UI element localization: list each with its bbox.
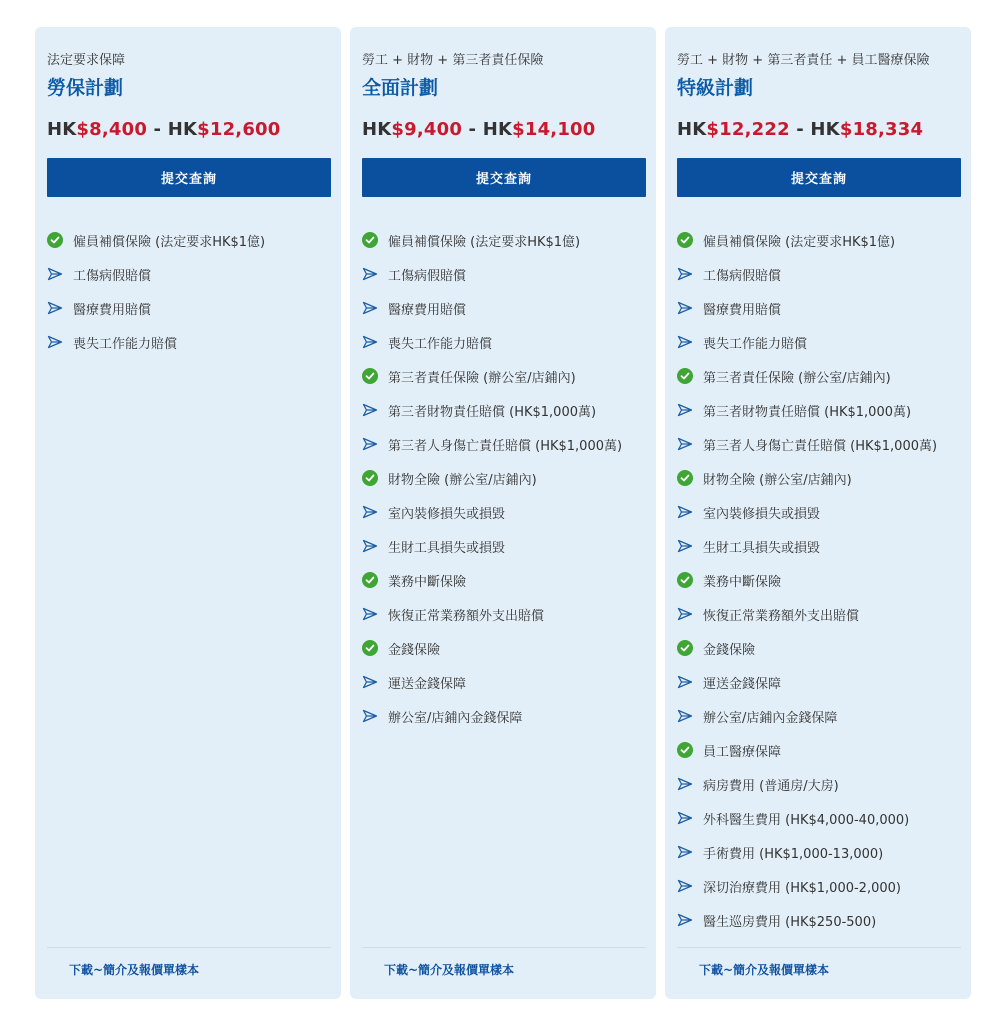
feature-text: 室內裝修損失或損毀 [388, 506, 506, 522]
feature-item [362, 461, 656, 495]
feature-text: 第三者人身傷亡責任賠償 (HK$1,000萬) [388, 438, 623, 454]
feature-item [677, 223, 971, 257]
check-circle-icon [362, 640, 378, 656]
arrow-icon [362, 334, 378, 350]
feature-item [362, 393, 656, 427]
price-from: $12,222 [706, 119, 790, 140]
feature-text: 工傷病假賠償 [73, 268, 152, 284]
plan-price [362, 119, 596, 140]
plan-subtitle: 勞工 + 財物 + 第三者責任 + 員工醫療保險 [677, 53, 930, 68]
feature-item [677, 563, 971, 597]
feature-item [362, 325, 656, 359]
feature-item [677, 903, 971, 937]
check-circle-icon [677, 470, 693, 486]
price-from: $9,400 [391, 119, 463, 140]
plan-subtitle: 法定要求保障 [47, 53, 126, 68]
plan-name: 全面計劃 [362, 77, 439, 99]
arrow-icon [362, 674, 378, 690]
check-circle-icon [677, 232, 693, 248]
feature-item [677, 597, 971, 631]
price-currency: HK [167, 119, 198, 140]
feature-text: 工傷病假賠償 [388, 268, 467, 284]
feature-item [362, 529, 656, 563]
feature-item [677, 427, 971, 461]
check-circle-icon [362, 572, 378, 588]
feature-text: 運送金錢保障 [388, 676, 467, 692]
feature-text: 第三者責任保險 (辦公室/店鋪內) [388, 370, 576, 386]
feature-text: 財物全險 (辦公室/店鋪內) [388, 472, 537, 488]
feature-text: 僱員補償保險 (法定要求HK$1億) [73, 234, 266, 250]
download-brochure-link[interactable]: 下載~簡介及報價單樣本 [699, 963, 830, 977]
feature-item [677, 393, 971, 427]
price-to: $12,600 [197, 119, 281, 140]
feature-item [677, 495, 971, 529]
feature-text: 恢復正常業務額外支出賠償 [703, 608, 860, 624]
check-circle-icon [47, 232, 63, 248]
feature-item [677, 325, 971, 359]
check-circle-icon [677, 368, 693, 384]
arrow-icon [362, 300, 378, 316]
feature-item [677, 767, 971, 801]
feature-list [362, 223, 656, 733]
arrow-icon [362, 606, 378, 622]
plan-price [677, 119, 923, 140]
arrow-icon [677, 708, 693, 724]
feature-text: 財物全險 (辦公室/店鋪內) [703, 472, 852, 488]
feature-text: 第三者財物責任賠償 (HK$1,000萬) [388, 404, 597, 420]
divider [362, 947, 646, 948]
check-circle-icon [677, 640, 693, 656]
feature-item [677, 257, 971, 291]
feature-item [362, 665, 656, 699]
check-circle-icon [677, 572, 693, 588]
feature-item [362, 427, 656, 461]
feature-text: 醫生巡房費用 (HK$250-500) [703, 914, 877, 930]
feature-text: 辦公室/店鋪內金錢保障 [703, 710, 838, 726]
price-currency: HK [47, 119, 77, 140]
feature-text: 業務中斷保險 [703, 574, 782, 590]
feature-item [362, 495, 656, 529]
feature-item [677, 529, 971, 563]
feature-item [677, 665, 971, 699]
arrow-icon [677, 334, 693, 350]
price-currency: HK [677, 119, 707, 140]
arrow-icon [362, 538, 378, 554]
plan-name: 特級計劃 [677, 77, 754, 99]
feature-list [677, 223, 971, 937]
feature-item [677, 801, 971, 835]
feature-text: 外科醫生費用 (HK$4,000-40,000) [703, 812, 910, 828]
arrow-icon [47, 334, 63, 350]
feature-text: 醫療費用賠償 [73, 302, 152, 318]
feature-item [362, 223, 656, 257]
feature-text: 喪失工作能力賠償 [388, 336, 493, 352]
download-brochure-link[interactable]: 下載~簡介及報價單樣本 [69, 963, 200, 977]
feature-text: 運送金錢保障 [703, 676, 782, 692]
price-separator: - [462, 119, 483, 140]
arrow-icon [677, 266, 693, 282]
arrow-icon [677, 844, 693, 860]
feature-item [362, 257, 656, 291]
arrow-icon [362, 266, 378, 282]
arrow-icon [677, 912, 693, 928]
feature-text: 生財工具損失或損毀 [703, 540, 821, 556]
arrow-icon [677, 504, 693, 520]
price-from: $8,400 [76, 119, 148, 140]
feature-text: 恢復正常業務額外支出賠償 [388, 608, 545, 624]
feature-item [47, 325, 341, 359]
arrow-icon [47, 300, 63, 316]
feature-item [362, 597, 656, 631]
arrow-icon [677, 606, 693, 622]
arrow-icon [362, 402, 378, 418]
download-brochure-link[interactable]: 下載~簡介及報價單樣本 [384, 963, 515, 977]
feature-item [362, 631, 656, 665]
feature-text: 僱員補償保險 (法定要求HK$1億) [388, 234, 581, 250]
feature-text: 室內裝修損失或損毀 [703, 506, 821, 522]
feature-text: 業務中斷保險 [388, 574, 467, 590]
submit-inquiry-button[interactable]: 提交查詢 [677, 158, 961, 197]
feature-item [47, 223, 341, 257]
feature-item [677, 461, 971, 495]
arrow-icon [677, 538, 693, 554]
price-separator: - [789, 119, 811, 140]
feature-item [47, 257, 341, 291]
price-separator: - [147, 119, 168, 140]
feature-text: 金錢保險 [388, 642, 441, 658]
feature-item [362, 359, 656, 393]
feature-text: 喪失工作能力賠償 [703, 336, 808, 352]
feature-item [677, 631, 971, 665]
price-to: $14,100 [512, 119, 596, 140]
submit-inquiry-button[interactable]: 提交查詢 [362, 158, 646, 197]
feature-item [362, 699, 656, 733]
feature-item [47, 291, 341, 325]
check-circle-icon [677, 742, 693, 758]
arrow-icon [677, 300, 693, 316]
plan-name: 勞保計劃 [47, 77, 124, 99]
feature-text: 生財工具損失或損毀 [388, 540, 506, 556]
arrow-icon [677, 878, 693, 894]
feature-text: 工傷病假賠償 [703, 268, 782, 284]
feature-text: 深切治療費用 (HK$1,000-2,000) [703, 880, 901, 896]
arrow-icon [677, 436, 693, 452]
feature-item [677, 291, 971, 325]
feature-item [362, 563, 656, 597]
feature-text: 第三者責任保險 (辦公室/店鋪內) [703, 370, 891, 386]
feature-item [362, 291, 656, 325]
price-currency: HK [810, 119, 840, 140]
arrow-icon [362, 436, 378, 452]
arrow-icon [362, 504, 378, 520]
plan-card-premium [665, 27, 971, 999]
feature-text: 手術費用 (HK$1,000-13,000) [703, 846, 884, 862]
feature-list [47, 223, 341, 359]
feature-item [677, 869, 971, 903]
feature-text: 僱員補償保險 (法定要求HK$1億) [703, 234, 896, 250]
arrow-icon [677, 674, 693, 690]
feature-text: 喪失工作能力賠償 [73, 336, 178, 352]
arrow-icon [47, 266, 63, 282]
submit-inquiry-button[interactable]: 提交查詢 [47, 158, 331, 197]
feature-item [677, 699, 971, 733]
arrow-icon [677, 810, 693, 826]
price-currency: HK [482, 119, 513, 140]
divider [677, 947, 961, 948]
arrow-icon [362, 708, 378, 724]
arrow-icon [677, 402, 693, 418]
arrow-icon [677, 776, 693, 792]
plan-card-basic [35, 27, 341, 999]
plan-subtitle: 勞工 + 財物 + 第三者責任保險 [362, 53, 544, 68]
feature-item [677, 835, 971, 869]
feature-text: 金錢保險 [703, 642, 756, 658]
feature-text: 醫療費用賠償 [388, 302, 467, 318]
check-circle-icon [362, 368, 378, 384]
feature-item [677, 733, 971, 767]
feature-text: 員工醫療保障 [703, 744, 782, 760]
feature-text: 醫療費用賠償 [703, 302, 782, 318]
feature-text: 辦公室/店鋪內金錢保障 [388, 710, 523, 726]
feature-item [677, 359, 971, 393]
price-currency: HK [362, 119, 392, 140]
check-circle-icon [362, 232, 378, 248]
plan-price [47, 119, 281, 140]
feature-text: 第三者財物責任賠償 (HK$1,000萬) [703, 404, 912, 420]
divider [47, 947, 331, 948]
feature-text: 病房費用 (普通房/大房) [703, 778, 839, 794]
check-circle-icon [362, 470, 378, 486]
price-to: $18,334 [839, 119, 924, 140]
feature-text: 第三者人身傷亡責任賠償 (HK$1,000萬) [703, 438, 938, 454]
plan-card-comprehensive [350, 27, 656, 999]
